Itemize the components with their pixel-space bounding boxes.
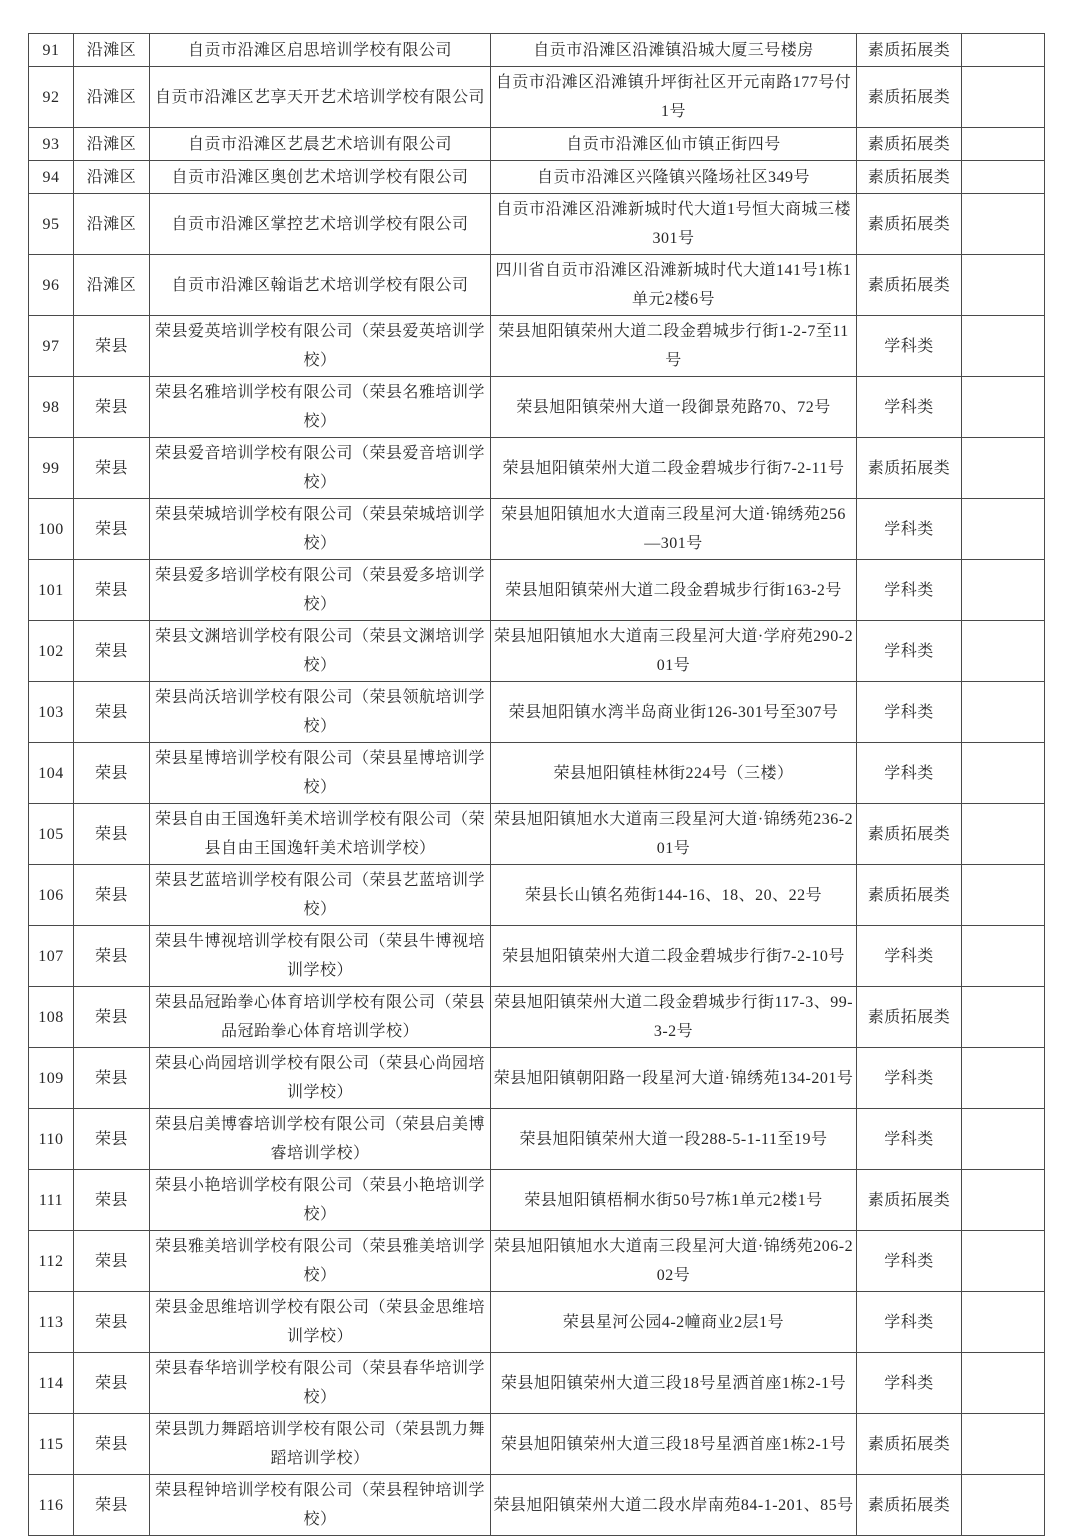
note-cell [962,255,1045,316]
table-row [29,1475,1045,1536]
category-cell: 学科类 [857,682,962,743]
note-cell [962,161,1045,194]
category-cell: 学科类 [857,1353,962,1414]
category-cell: 学科类 [857,621,962,682]
school-name-cell: 荣县雅美培训学校有限公司（荣县雅美培训学校） [150,1231,491,1292]
address-cell: 荣县旭阳镇桂林街224号（三楼） [491,743,857,804]
table-row [29,1170,1045,1231]
school-name-cell: 荣县爱音培训学校有限公司（荣县爱音培训学校） [150,438,491,499]
table-row [29,926,1045,987]
address-cell: 荣县旭阳镇荣州大道二段水岸南苑84-1-201、85号 [491,1475,857,1536]
address-cell: 荣县星河公园4-2幢商业2层1号 [491,1292,857,1353]
district-cell: 荣县 [74,621,150,682]
row-number-cell: 111 [29,1170,74,1231]
address-cell: 荣县长山镇名苑街144-16、18、20、22号 [491,865,857,926]
district-cell: 荣县 [74,1231,150,1292]
district-cell: 荣县 [74,1475,150,1536]
school-name-cell: 自贡市沿滩区启思培训学校有限公司 [150,34,491,67]
district-cell: 沿滩区 [74,255,150,316]
table-row [29,560,1045,621]
district-cell: 沿滩区 [74,34,150,67]
table-row [29,1414,1045,1475]
row-number-cell: 98 [29,377,74,438]
table-row [29,865,1045,926]
category-cell: 学科类 [857,1109,962,1170]
school-name-cell: 荣县星博培训学校有限公司（荣县星博培训学校） [150,743,491,804]
note-cell [962,67,1045,128]
district-cell: 荣县 [74,926,150,987]
row-number-cell: 93 [29,128,74,161]
address-cell: 荣县旭阳镇朝阳路一段星河大道·锦绣苑134-201号 [491,1048,857,1109]
row-number-cell: 100 [29,499,74,560]
district-cell: 荣县 [74,987,150,1048]
address-cell: 自贡市沿滩区仙市镇正街四号 [491,128,857,161]
school-name-cell: 荣县春华培训学校有限公司（荣县春华培训学校） [150,1353,491,1414]
row-number-cell: 97 [29,316,74,377]
school-name-cell: 荣县凯力舞蹈培训学校有限公司（荣县凯力舞蹈培训学校） [150,1414,491,1475]
school-name-cell: 荣县程钟培训学校有限公司（荣县程钟培训学校） [150,1475,491,1536]
category-cell: 素质拓展类 [857,804,962,865]
school-name-cell: 自贡市沿滩区翰诣艺术培训学校有限公司 [150,255,491,316]
address-cell: 荣县旭阳镇荣州大道二段金碧城步行街7-2-11号 [491,438,857,499]
district-cell: 荣县 [74,499,150,560]
table-row [29,621,1045,682]
table-body [29,34,1045,1536]
category-cell: 学科类 [857,1048,962,1109]
school-name-cell: 荣县金思维培训学校有限公司（荣县金思维培训学校） [150,1292,491,1353]
note-cell [962,621,1045,682]
district-cell: 荣县 [74,560,150,621]
school-name-cell: 自贡市沿滩区艺享天开艺术培训学校有限公司 [150,67,491,128]
address-cell: 自贡市沿滩区沿滩镇沿城大厦三号楼房 [491,34,857,67]
table-row [29,804,1045,865]
category-cell: 素质拓展类 [857,865,962,926]
row-number-cell: 103 [29,682,74,743]
address-cell: 荣县旭阳镇旭水大道南三段星河大道·锦绣苑206-202号 [491,1231,857,1292]
row-number-cell: 110 [29,1109,74,1170]
category-cell: 素质拓展类 [857,255,962,316]
table-row [29,67,1045,128]
note-cell [962,1109,1045,1170]
table-row [29,1353,1045,1414]
district-cell: 荣县 [74,438,150,499]
address-cell: 自贡市沿滩区沿滩镇升坪街社区开元南路177号付1号 [491,67,857,128]
table-row [29,682,1045,743]
row-number-cell: 107 [29,926,74,987]
note-cell [962,1292,1045,1353]
note-cell [962,34,1045,67]
district-cell: 沿滩区 [74,67,150,128]
district-cell: 沿滩区 [74,161,150,194]
note-cell [962,1353,1045,1414]
category-cell: 学科类 [857,499,962,560]
district-cell: 荣县 [74,1414,150,1475]
note-cell [962,316,1045,377]
row-number-cell: 96 [29,255,74,316]
row-number-cell: 91 [29,34,74,67]
note-cell [962,743,1045,804]
category-cell: 学科类 [857,1231,962,1292]
address-cell: 荣县旭阳镇荣州大道二段金碧城步行街1-2-7至11号 [491,316,857,377]
district-cell: 荣县 [74,377,150,438]
table-row [29,316,1045,377]
school-name-cell: 自贡市沿滩区奥创艺术培训学校有限公司 [150,161,491,194]
school-name-cell: 荣县文渊培训学校有限公司（荣县文渊培训学校） [150,621,491,682]
table-row [29,255,1045,316]
table-row [29,1292,1045,1353]
address-cell: 荣县旭阳镇旭水大道南三段星河大道·学府苑290-201号 [491,621,857,682]
district-cell: 荣县 [74,743,150,804]
school-name-cell: 荣县名雅培训学校有限公司（荣县名雅培训学校） [150,377,491,438]
district-cell: 荣县 [74,804,150,865]
row-number-cell: 106 [29,865,74,926]
category-cell: 学科类 [857,316,962,377]
school-name-cell: 自贡市沿滩区掌控艺术培训学校有限公司 [150,194,491,255]
district-cell: 沿滩区 [74,194,150,255]
address-cell: 荣县旭阳镇旭水大道南三段星河大道·锦绣苑236-201号 [491,804,857,865]
category-cell: 素质拓展类 [857,161,962,194]
note-cell [962,560,1045,621]
category-cell: 素质拓展类 [857,987,962,1048]
district-cell: 荣县 [74,1353,150,1414]
category-cell: 学科类 [857,1292,962,1353]
category-cell: 学科类 [857,377,962,438]
address-cell: 四川省自贡市沿滩区沿滩新城时代大道141号1栋1单元2楼6号 [491,255,857,316]
row-number-cell: 101 [29,560,74,621]
school-name-cell: 自贡市沿滩区艺晨艺术培训有限公司 [150,128,491,161]
row-number-cell: 114 [29,1353,74,1414]
table-row [29,438,1045,499]
note-cell [962,1414,1045,1475]
address-cell: 荣县旭阳镇荣州大道二段金碧城步行街7-2-10号 [491,926,857,987]
address-cell: 荣县旭阳镇荣州大道二段金碧城步行街163-2号 [491,560,857,621]
note-cell [962,926,1045,987]
school-name-cell: 荣县尚沃培训学校有限公司（荣县领航培训学校） [150,682,491,743]
training-schools-table [28,33,1045,1536]
address-cell: 荣县旭阳镇旭水大道南三段星河大道·锦绣苑256—301号 [491,499,857,560]
address-cell: 荣县旭阳镇荣州大道三段18号星洒首座1栋2-1号 [491,1414,857,1475]
document-page [28,33,1044,1536]
table-row [29,1109,1045,1170]
row-number-cell: 95 [29,194,74,255]
row-number-cell: 92 [29,67,74,128]
note-cell [962,1475,1045,1536]
row-number-cell: 112 [29,1231,74,1292]
school-name-cell: 荣县小艳培训学校有限公司（荣县小艳培训学校） [150,1170,491,1231]
table-row [29,194,1045,255]
address-cell: 自贡市沿滩区兴隆镇兴隆场社区349号 [491,161,857,194]
category-cell: 学科类 [857,926,962,987]
category-cell: 素质拓展类 [857,34,962,67]
address-cell: 荣县旭阳镇水湾半岛商业街126-301号至307号 [491,682,857,743]
category-cell: 素质拓展类 [857,1475,962,1536]
school-name-cell: 荣县品冠跆拳心体育培训学校有限公司（荣县品冠跆拳心体育培训学校） [150,987,491,1048]
row-number-cell: 102 [29,621,74,682]
category-cell: 学科类 [857,560,962,621]
row-number-cell: 104 [29,743,74,804]
district-cell: 荣县 [74,1109,150,1170]
note-cell [962,682,1045,743]
note-cell [962,1231,1045,1292]
note-cell [962,865,1045,926]
category-cell: 素质拓展类 [857,438,962,499]
category-cell: 素质拓展类 [857,67,962,128]
row-number-cell: 108 [29,987,74,1048]
category-cell: 素质拓展类 [857,1414,962,1475]
table-row [29,743,1045,804]
table-row [29,1048,1045,1109]
table-row [29,34,1045,67]
note-cell [962,499,1045,560]
district-cell: 荣县 [74,1170,150,1231]
note-cell [962,438,1045,499]
note-cell [962,1048,1045,1109]
note-cell [962,128,1045,161]
table-row [29,1231,1045,1292]
note-cell [962,377,1045,438]
school-name-cell: 荣县启美博睿培训学校有限公司（荣县启美博睿培训学校） [150,1109,491,1170]
table-row [29,377,1045,438]
district-cell: 荣县 [74,316,150,377]
row-number-cell: 99 [29,438,74,499]
category-cell: 素质拓展类 [857,194,962,255]
row-number-cell: 115 [29,1414,74,1475]
row-number-cell: 94 [29,161,74,194]
address-cell: 荣县旭阳镇荣州大道一段288-5-1-11至19号 [491,1109,857,1170]
district-cell: 荣县 [74,1292,150,1353]
school-name-cell: 荣县荣城培训学校有限公司（荣县荣城培训学校） [150,499,491,560]
address-cell: 荣县旭阳镇荣州大道三段18号星洒首座1栋2-1号 [491,1353,857,1414]
row-number-cell: 109 [29,1048,74,1109]
address-cell: 荣县旭阳镇荣州大道二段金碧城步行街117-3、99-3-2号 [491,987,857,1048]
row-number-cell: 116 [29,1475,74,1536]
district-cell: 荣县 [74,1048,150,1109]
school-name-cell: 荣县爱多培训学校有限公司（荣县爱多培训学校） [150,560,491,621]
address-cell: 自贡市沿滩区沿滩新城时代大道1号恒大商城三楼301号 [491,194,857,255]
table-row [29,161,1045,194]
note-cell [962,194,1045,255]
category-cell: 素质拓展类 [857,128,962,161]
address-cell: 荣县旭阳镇梧桐水街50号7栋1单元2楼1号 [491,1170,857,1231]
note-cell [962,987,1045,1048]
district-cell: 沿滩区 [74,128,150,161]
district-cell: 荣县 [74,682,150,743]
category-cell: 素质拓展类 [857,1170,962,1231]
table-row [29,128,1045,161]
school-name-cell: 荣县爱英培训学校有限公司（荣县爱英培训学校） [150,316,491,377]
school-name-cell: 荣县艺蓝培训学校有限公司（荣县艺蓝培训学校） [150,865,491,926]
school-name-cell: 荣县牛博视培训学校有限公司（荣县牛博视培训学校） [150,926,491,987]
school-name-cell: 荣县自由王国逸轩美术培训学校有限公司（荣县自由王国逸轩美术培训学校） [150,804,491,865]
address-cell: 荣县旭阳镇荣州大道一段御景苑路70、72号 [491,377,857,438]
table-row [29,987,1045,1048]
note-cell [962,804,1045,865]
row-number-cell: 105 [29,804,74,865]
note-cell [962,1170,1045,1231]
row-number-cell: 113 [29,1292,74,1353]
table-row [29,499,1045,560]
school-name-cell: 荣县心尚园培训学校有限公司（荣县心尚园培训学校） [150,1048,491,1109]
category-cell: 学科类 [857,743,962,804]
district-cell: 荣县 [74,865,150,926]
